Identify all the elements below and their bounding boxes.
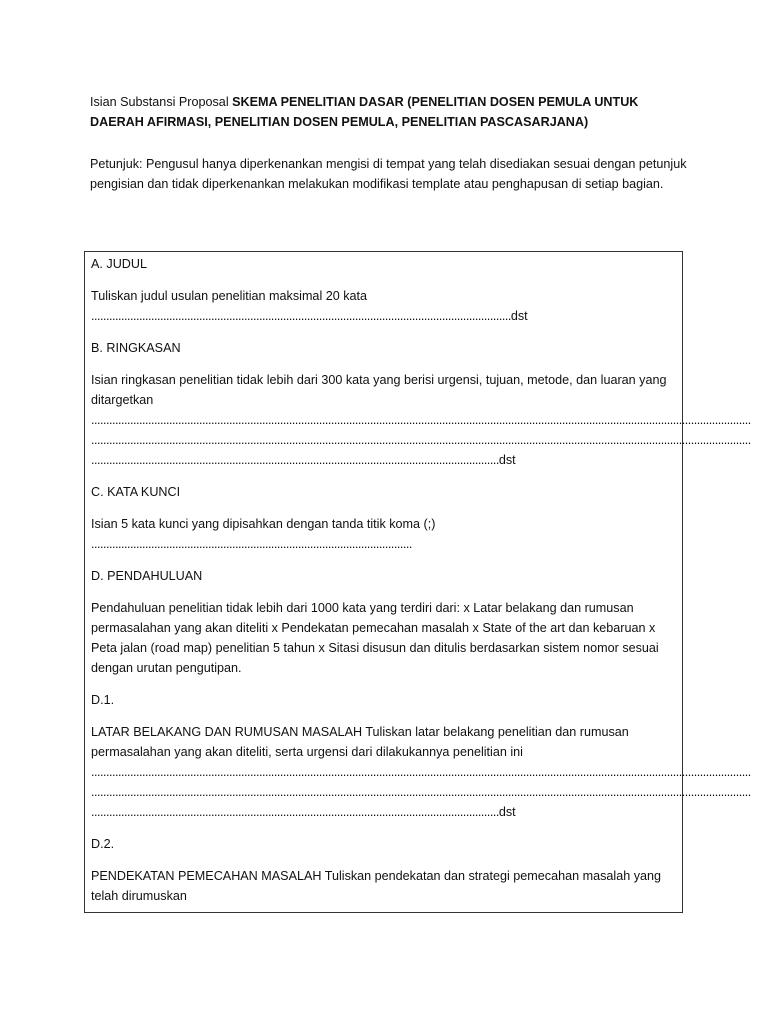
dst-label: dst (498, 453, 516, 467)
dst-label: dst (498, 805, 516, 819)
pendahuluan-instruction: Pendahuluan penelitian tidak lebih dari 1000 kata yang terdiri dari: x Latar belakang dan rumusan permasalahan yang akan diteliti x Pendekatan pemecahan masalah x State of the art dan kebaruan x Peta jalan (road map) penelitian 5 tahun x Sitasi disusun dan ditulis berdasarkan sistem nomor sesuai dengan urutan pengutipan. (91, 601, 659, 675)
judul-instruction: Tuliskan judul usulan penelitian maksimal 20 kata (91, 289, 368, 303)
section-heading-judul: A. JUDUL (91, 257, 147, 271)
kata-kunci-fill-line[interactable]: ........................................................................................................... (91, 537, 412, 551)
d1-instruction: LATAR BELAKANG DAN RUMUSAN MASALAH Tuliskan latar belakang penelitian dan rumusan permasalahan yang akan diteliti, serta urgensi dari dilakukannya penelitian ini (91, 725, 629, 759)
d2-instruction: PENDEKATAN PEMECAHAN MASALAH Tuliskan pendekatan dan strategi pemecahan masalah yang telah dirumuskan (91, 869, 662, 903)
ringkasan-fill-line[interactable]: ........................................................................................................................................dst (91, 453, 516, 467)
instruction-text: Petunjuk: Pengusul hanya diperkenankan mengisi di tempat yang telah disediakan sesuai dengan petunjuk pengisian dan tidak diperkenankan melakukan modifikasi template atau penghapusan di setiap bagian. (90, 157, 687, 191)
document-title (90, 92, 690, 132)
section-heading-d2: D.2. (91, 837, 115, 851)
form-box (84, 251, 751, 913)
ringkasan-fill-line[interactable]: ............................................................................................................................................................................................................................ (91, 433, 751, 447)
judul-fill-line[interactable]: ............................................................................................................................................dst (91, 309, 528, 323)
d1-fill-line[interactable]: ........................................................................................................................................dst (91, 805, 516, 819)
section-heading-ringkasan: B. RINGKASAN (91, 341, 181, 355)
title-prefix: Isian Substansi Proposal (90, 95, 233, 109)
d1-fill-line[interactable]: ............................................................................................................................................................................................................................ (91, 765, 751, 779)
section-heading-d1: D.1. (91, 693, 115, 707)
document-header (90, 92, 690, 194)
section-heading-pendahuluan: D. PENDAHULUAN (91, 569, 203, 583)
dst-label: dst (510, 309, 528, 323)
section-heading-kata-kunci: C. KATA KUNCI (91, 485, 181, 499)
ringkasan-fill-line[interactable]: ............................................................................................................................................................................................................................ (91, 413, 751, 427)
title-scheme: SKEMA PENELITIAN DASAR (PENELITIAN DOSEN PEMULA UNTUK DAERAH AFIRMASI, PENELITIAN DOSEN PEMULA, PENELITIAN PASCASARJANA) (90, 95, 639, 129)
d1-fill-line[interactable]: ............................................................................................................................................................................................................................ (91, 785, 751, 799)
ringkasan-instruction: Isian ringkasan penelitian tidak lebih dari 300 kata yang berisi urgensi, tujuan, metode, dan luaran yang ditargetkan (91, 373, 667, 407)
kata-kunci-instruction: Isian 5 kata kunci yang dipisahkan dengan tanda titik koma (;) (91, 517, 436, 531)
